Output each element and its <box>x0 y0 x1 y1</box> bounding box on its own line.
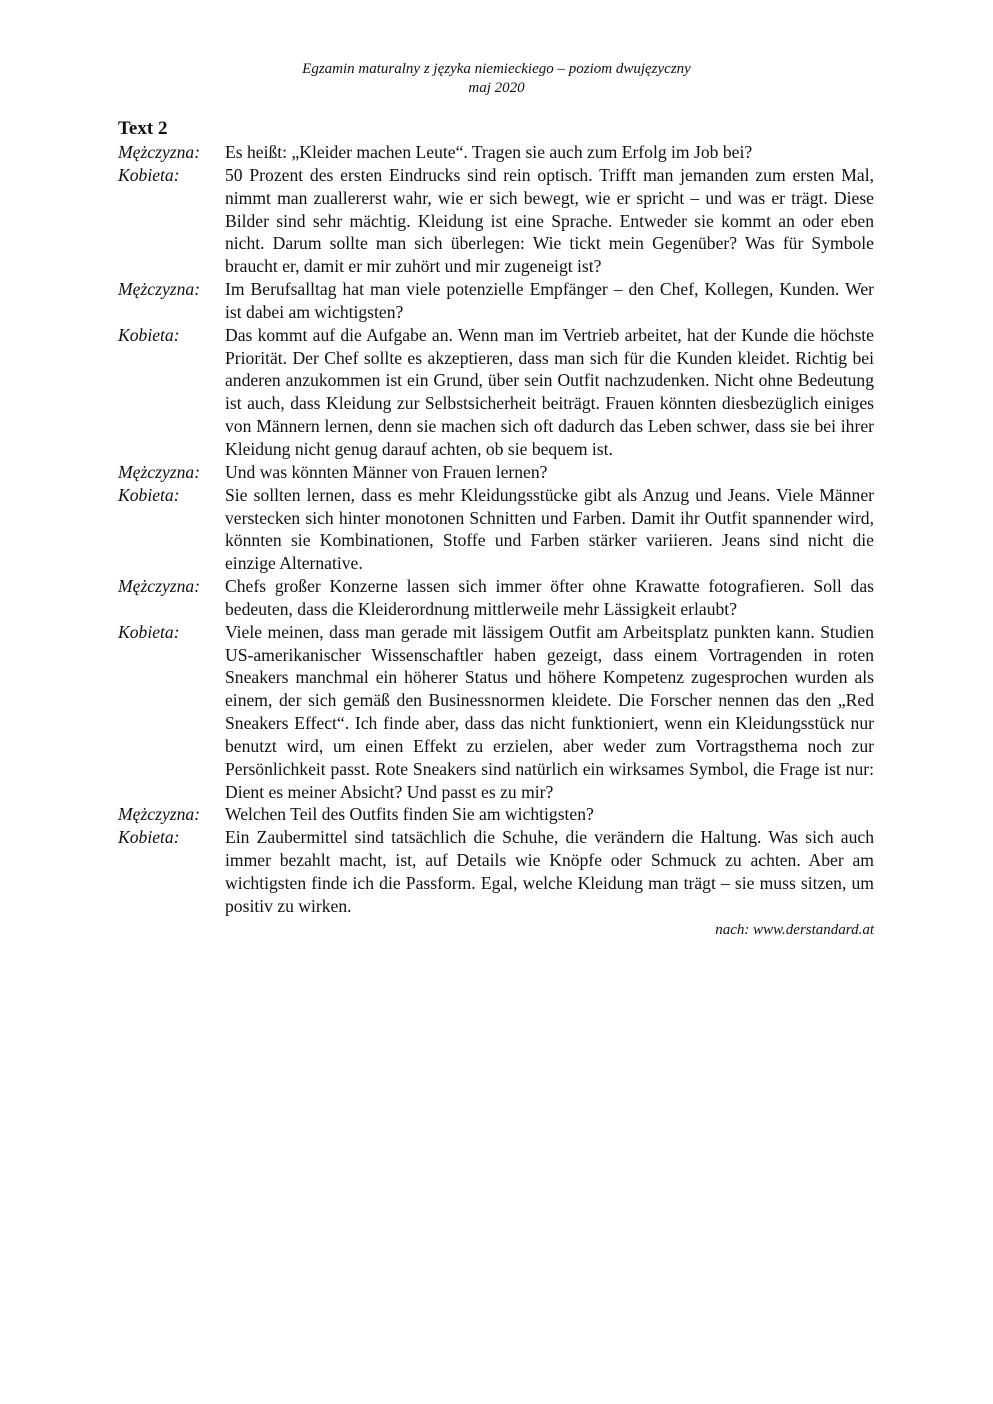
speaker-label: Kobieta: <box>118 827 180 848</box>
source-citation: nach: www.derstandard.at <box>715 921 874 938</box>
utterance-text: 50 Prozent des ersten Eindrucks sind rein optisch. Trifft man jemanden zum ersten Mal, nimmt man zuallererst wahr, wie er sich bewegt, wie er spricht – und was er trägt. Diese Bilder sind sehr mächtig. Kleidung ist eine Sprache. Entweder sie kommt an oder eben nicht. Darum sollte man sich überlegen: Wie tickt mein Gegenüber? Was für Symbole braucht er, damit er mir zuhört und mir zugeneigt ist? <box>225 164 874 277</box>
utterance-text: Ein Zaubermittel sind tatsächlich die Schuhe, die verändern die Haltung. Was sich auch immer bezahlt macht, ist, auf Details wie Knöpfe oder Schmuck zu achten. Aber am wichtigsten finde ich die Passform. Egal, welche Kleidung man trägt – sie muss sitzen, um positiv zu wirken. <box>225 827 874 916</box>
utterance-text: Das kommt auf die Aufgabe an. Wenn man im Vertrieb arbeitet, hat der Kunde die höchste Priorität. Der Chef sollte es akzeptieren, dass man sich für die Kunden kleidet. Richtig bei anderen anzukommen ist ein Grund, über sein Outfit nachzudenken. Nicht ohne Bedeutung ist auch, dass Kleidung zur Selbstsicherheit beiträgt. Frauen könnten diesbezüglich einiges von Männern lernen, denn sie machen sich oft dadurch das Leben schwer, dass sie bei ihrer Kleidung nicht genug darauf achten, ob sie bequem ist. <box>225 324 874 459</box>
speaker-label: Mężczyzna: <box>118 279 201 300</box>
utterance-text: Und was könnten Männer von Frauen lernen? <box>225 461 548 482</box>
speaker-label: Kobieta: <box>118 164 180 185</box>
dialogue-turn <box>118 141 874 164</box>
utterance-text: Sie sollten lernen, dass es mehr Kleidungsstücke gibt als Anzug und Jeans. Viele Männer verstecken sich hinter monotonen Schnitten und Farben. Damit ihr Outfit spannender wird, könnten sie Kombinationen, Stoffe und Farben stärker variieren. Jeans sind nicht die einzige Alternative. <box>225 484 874 574</box>
dialogue-turn <box>118 278 874 324</box>
speaker-label: Kobieta: <box>118 324 180 345</box>
dialogue-turn <box>118 324 874 461</box>
text-title: Text 2 <box>118 118 168 139</box>
speaker-label: Mężczyzna: <box>118 461 201 482</box>
dialogue <box>118 141 874 918</box>
speaker-label: Mężczyzna: <box>118 576 201 597</box>
speaker-label: Mężczyzna: <box>118 804 201 825</box>
utterance-text: Welchen Teil des Outfits finden Sie am wichtigsten? <box>225 804 594 825</box>
dialogue-turn <box>118 803 874 826</box>
dialogue-turn <box>118 164 874 278</box>
text-section <box>118 117 874 940</box>
dialogue-turn <box>118 575 874 621</box>
dialogue-turn <box>118 621 874 804</box>
dialogue-turn <box>118 826 874 917</box>
exam-title: Egzamin maturalny z języka niemieckiego – poziom dwujęzyczny <box>302 61 691 77</box>
utterance-text: Es heißt: „Kleider machen Leute“. Tragen sie auch zum Erfolg im Job bei? <box>225 142 753 162</box>
utterance-text: Chefs großer Konzerne lassen sich immer öfter ohne Krawatte fotografieren. Soll das bedeuten, dass die Kleiderordnung mittlerweile mehr Lässigkeit erlaubt? <box>225 576 874 619</box>
dialogue-turn <box>118 484 874 575</box>
page-header <box>0 60 993 98</box>
utterance-text: Viele meinen, dass man gerade mit lässigem Outfit am Arbeitsplatz punkten kann. Studien US-amerikanischer Wissenschaftler haben gezeigt, dass einem Vortragenden in roten Sneakers manchmal ein höherer Status und höhere Kompetenz zugesprochen wurden als einem, der sich gemäß den Businessnormen kleidete. Die Forscher nennen das den „Red Sneakers Effect“. Ich finde aber, dass das nicht funktioniert, wenn ein Kleidungsstück nur benutzt wird, um einen Effekt zu erzielen, aber weder zum Vortragsthema noch zur Persönlichkeit passt. Rote Sneakers sind natürlich ein wirksames Symbol, die Frage ist nur: Dient es meiner Absicht? Und passt es zu mir? <box>225 621 874 802</box>
speaker-label: Mężczyzna: <box>118 142 201 162</box>
dialogue-turn <box>118 461 874 484</box>
speaker-label: Kobieta: <box>118 484 180 505</box>
speaker-label: Kobieta: <box>118 621 180 642</box>
utterance-text: Im Berufsalltag hat man viele potenzielle Empfänger – den Chef, Kollegen, Kunden. Wer ist dabei am wichtigsten? <box>225 279 874 322</box>
exam-date: maj 2020 <box>468 80 525 96</box>
